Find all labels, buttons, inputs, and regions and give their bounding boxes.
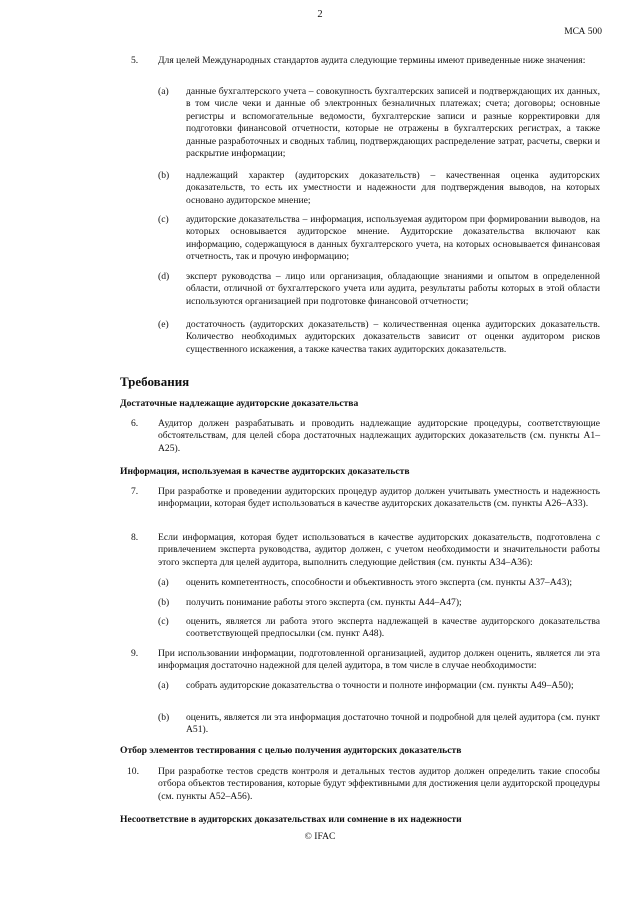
subsection-heading: Достаточные надлежащие аудиторские доказательства	[120, 398, 359, 409]
subsection-heading: Информация, используемая в качестве аудиторских доказательств	[120, 466, 410, 477]
paragraph-text: Для целей Международных стандартов аудита следующие термины имеют приведенные ниже значения:	[158, 55, 586, 66]
subitem-letter: (b)	[158, 170, 170, 181]
subitem-text: достаточность (аудиторских доказательств) – количественная оценка аудиторских доказательств. Количество необходимых аудиторских доказательств зависит от оценки аудитором рисков существенного искажения, а также качества таких аудиторских доказательств.	[186, 319, 600, 355]
item-number: 6.	[131, 418, 139, 429]
subitem-letter: (a)	[158, 577, 169, 588]
subitem-letter: (a)	[158, 680, 169, 691]
subitem-text: оценить, является ли эта информация достаточно точной и подробной для целей аудитора (см. пункт A51).	[186, 712, 600, 736]
paragraph-text: При разработке и проведении аудиторских процедур аудитор должен учитывать уместность и надежность информации, которая будет использоваться в качестве аудиторских доказательств (см. пункты A26–A33).	[158, 486, 600, 510]
item-number: 10.	[127, 766, 139, 777]
subitem-letter: (b)	[158, 597, 170, 608]
subitem-letter: (a)	[158, 86, 169, 97]
subitem-text: собрать аудиторские доказательства о точности и полноте информации (см. пункты A49–A50);	[186, 680, 574, 691]
paragraph-text: При разработке тестов средств контроля и детальных тестов аудитор должен определить такие способы отбора объектов тестирования, которые будут эффективными для достижения цели аудиторской процедуры (см. пункты A52–A56).	[158, 766, 600, 802]
paragraph-text: Аудитор должен разрабатывать и проводить надлежащие аудиторские процедуры, соответствующие обстоятельствам, для целей сбора достаточных надлежащих аудиторских доказательств (см. пункты A1–A25).	[158, 418, 600, 454]
copyright-footer: © IFAC	[304, 831, 336, 842]
item-number: 5.	[131, 55, 139, 66]
section-heading: Требования	[120, 374, 190, 389]
subitem-letter: (c)	[158, 616, 169, 627]
subitem-letter: (d)	[158, 271, 170, 282]
page-number: 2	[317, 9, 323, 20]
paragraph-text: При использовании информации, подготовленной организацией, аудитор должен оценить, является ли эта информация достаточно надежной для целей аудитора, в том числе в случае необходимости:	[158, 648, 600, 672]
subitem-letter: (c)	[158, 214, 169, 225]
subitem-letter: (b)	[158, 712, 170, 723]
subitem-text: оценить компетентность, способности и объективность этого эксперта (см. пункты A37–A43);	[186, 577, 573, 588]
subitem-text: данные бухгалтерского учета – совокупность бухгалтерских записей и подтверждающих их данных, в том числе чеки и данные об электронных безналичных платежах; счета; договоры; основные регистры и вспомогательные ведомости, бухгалтерские записи и разные корректировки для подготовки финансовой отчетности, которые не отражены в бухгалтерских регистрах, а также данные разработочных и сводных таблиц, подтверждающих распределение затрат, расчеты, сверки и раскрытие информации;	[186, 86, 600, 160]
subitem-letter: (e)	[158, 319, 169, 330]
item-number: 8.	[131, 532, 139, 543]
item-number: 9.	[131, 648, 139, 659]
subitem-text: аудиторские доказательства – информация, используемая аудитором при формировании выводов, на которых основывается аудиторское мнение. Аудиторские доказательства включают как информацию, содержащуюся в данных бухгалтерского учета, на которых основывается финансовая отчетность, так и прочую информацию;	[186, 214, 600, 263]
subsection-heading: Отбор элементов тестирования с целью получения аудиторских доказательств	[120, 745, 462, 756]
subitem-text: оценить, является ли работа этого эксперта надлежащей в качестве аудиторского доказательства соответствующей предпосылки (см. пункт A48).	[186, 616, 600, 640]
subitem-text: надлежащий характер (аудиторских доказательств) – качественная оценка аудиторских доказательств, то есть их уместности и надежности для подтверждения выводов, на которых основано аудиторское мнение;	[186, 170, 600, 206]
document-code: МСА 500	[564, 27, 602, 37]
subsection-heading: Несоответствие в аудиторских доказательствах или сомнение в их надежности	[120, 814, 462, 825]
subitem-text: получить понимание работы этого эксперта (см. пункты A44–A47);	[186, 597, 462, 608]
paragraph-text: Если информация, которая будет использоваться в качестве аудиторских доказательств, подготовлена с привлечением эксперта руководства, аудитор должен, с учетом необходимости и значительности работы этого эксперта для целей аудитора, выполнить следующие действия (см. пункты A34–A36):	[158, 532, 600, 568]
item-number: 7.	[131, 486, 139, 497]
subitem-text: эксперт руководства – лицо или организация, обладающие знаниями и опытом в определенной области, отличной от бухгалтерского учета или аудита, результаты работы которых в этой области используются организацией при подготовке финансовой отчетности;	[186, 271, 600, 307]
